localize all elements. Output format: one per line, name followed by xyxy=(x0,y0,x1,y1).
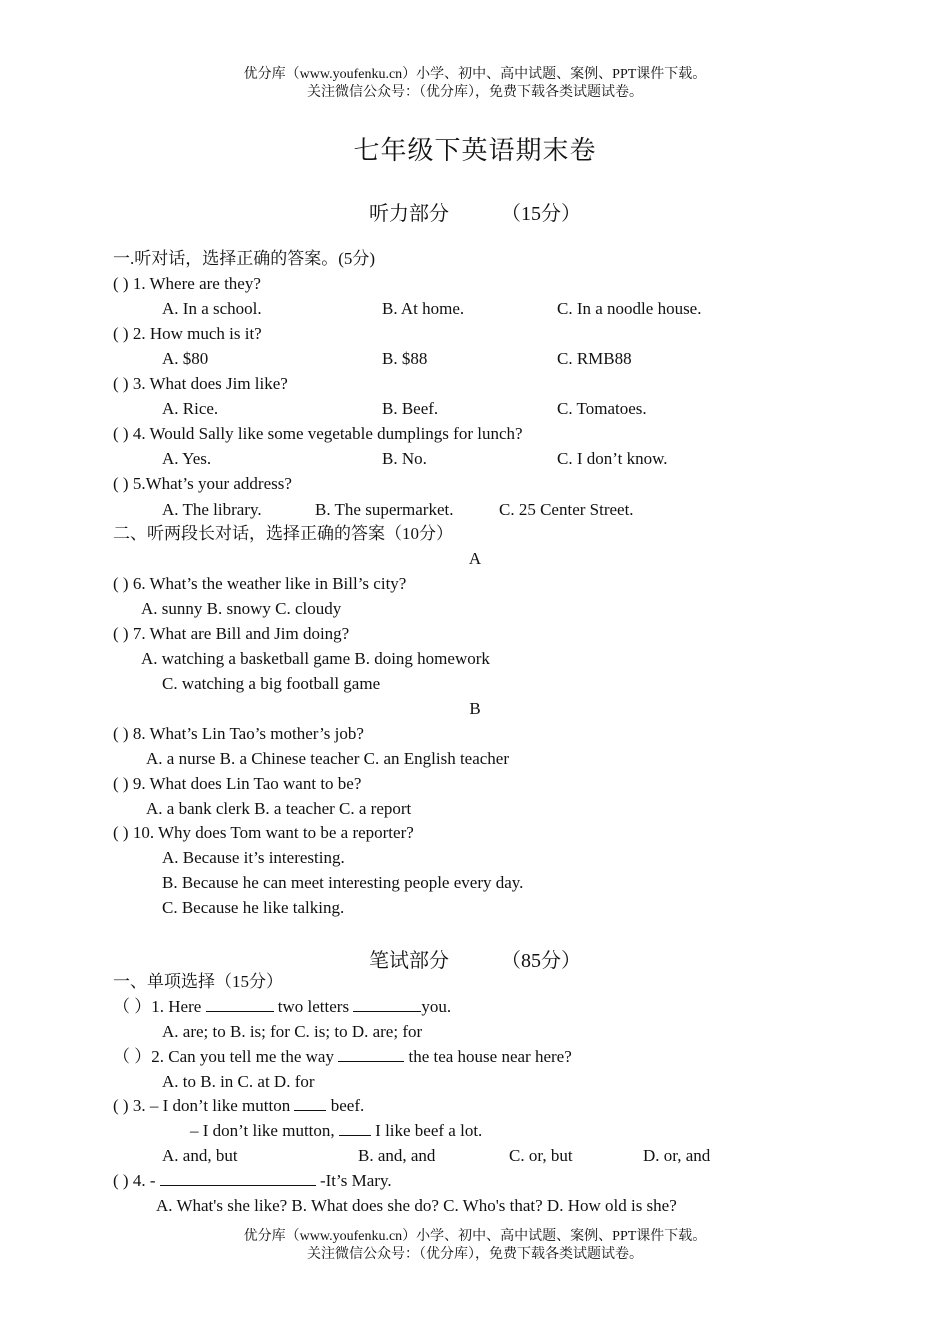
answer-blank[interactable] xyxy=(339,1121,371,1136)
question-1: ( ) 1. Where are they? xyxy=(113,274,261,293)
q2-option-a: A. $80 xyxy=(162,349,209,368)
written-q3-option-a: A. and, but xyxy=(162,1146,238,1165)
q4-option-a: A. Yes. xyxy=(162,449,212,468)
written-points: （85分） xyxy=(501,950,581,972)
q10-option-b: B. Because he can meet interesting people every day. xyxy=(162,873,524,892)
q5-option-a: A. The library. xyxy=(162,500,262,519)
footer-line-1: 优分库（www.youfenku.cn）小学、初中、高中试题、案例、PPT课件下载。 xyxy=(243,1229,707,1244)
question-10: ( ) 10. Why does Tom want to be a reporter? xyxy=(113,823,414,842)
q9-options: A. a bank clerk B. a teacher C. a report xyxy=(146,799,412,818)
written-question-4: ( ) 4. - -It’s Mary. xyxy=(113,1171,392,1190)
listening-heading xyxy=(0,197,950,226)
dialogue-label-b: B xyxy=(469,699,481,718)
q1-option-b: B. At home. xyxy=(382,299,465,318)
written-q3-option-c: C. or, but xyxy=(509,1146,573,1165)
written-part1-heading: 一、单项选择（15分） xyxy=(113,972,283,991)
q5-option-c: C. 25 Center Street. xyxy=(499,500,634,519)
written-question-3-reply: – I don’t like mutton, I like beef a lot. xyxy=(190,1121,483,1140)
written-title: 笔试部分 xyxy=(369,950,449,972)
written-q1-options: A. are; to B. is; for C. is; to D. are; for xyxy=(162,1022,423,1041)
q2-option-c: C. RMB88 xyxy=(557,349,632,368)
listening-title: 听力部分 xyxy=(369,203,449,225)
question-6: ( ) 6. What’s the weather like in Bill’s city? xyxy=(113,574,407,593)
page-footer xyxy=(0,1228,950,1264)
written-question-1: （ ）1. Here two letters you. xyxy=(113,997,452,1016)
page-header xyxy=(0,66,950,102)
listening-part1-heading: 一.听对话，选择正确的答案。(5分) xyxy=(113,249,376,268)
q5-option-b: B. The supermarket. xyxy=(315,500,454,519)
q3-option-b: B. Beef. xyxy=(382,399,439,418)
question-7: ( ) 7. What are Bill and Jim doing? xyxy=(113,624,350,643)
q3-option-c: C. Tomatoes. xyxy=(557,399,647,418)
q6-options: A. sunny B. snowy C. cloudy xyxy=(141,599,342,618)
question-9: ( ) 9. What does Lin Tao want to be? xyxy=(113,774,362,793)
header-line-2: 关注微信公众号：（优分库），免费下载各类试题试卷。 xyxy=(307,85,643,100)
answer-blank[interactable] xyxy=(206,997,274,1012)
question-2: ( ) 2. How much is it? xyxy=(113,324,262,343)
q3-option-a: A. Rice. xyxy=(162,399,219,418)
written-question-2: （ ）2. Can you tell me the way the tea house near here? xyxy=(113,1047,572,1066)
exam-title: 七年级下英语期末卷 xyxy=(353,136,597,165)
q10-option-c: C. Because he like talking. xyxy=(162,898,345,917)
written-question-3: ( ) 3. – I don’t like mutton beef. xyxy=(113,1096,365,1115)
question-3: ( ) 3. What does Jim like? xyxy=(113,374,288,393)
q7-options-ab: A. watching a basketball game B. doing homework xyxy=(141,649,490,668)
q4-option-b: B. No. xyxy=(382,449,427,468)
written-q2-options: A. to B. in C. at D. for xyxy=(162,1072,315,1091)
answer-blank[interactable] xyxy=(353,997,421,1012)
q1-option-a: A. In a school. xyxy=(162,299,262,318)
answer-blank[interactable] xyxy=(160,1171,316,1186)
header-line-1: 优分库（www.youfenku.cn）小学、初中、高中试题、案例、PPT课件下载。 xyxy=(243,67,707,82)
written-heading xyxy=(0,944,950,973)
written-q3-option-d: D. or, and xyxy=(643,1146,711,1165)
question-5: ( ) 5.What’s your address? xyxy=(113,474,292,493)
dialogue-label-a: A xyxy=(468,549,482,568)
answer-blank[interactable] xyxy=(294,1096,326,1111)
written-q3-option-b: B. and, and xyxy=(358,1146,436,1165)
question-4: ( ) 4. Would Sally like some vegetable dumplings for lunch? xyxy=(113,424,523,443)
q8-options: A. a nurse B. a Chinese teacher C. an English teacher xyxy=(146,749,510,768)
q7-option-c: C. watching a big football game xyxy=(162,674,381,693)
q4-option-c: C. I don’t know. xyxy=(557,449,668,468)
q1-option-c: C. In a noodle house. xyxy=(557,299,702,318)
listening-part2-heading: 二、听两段长对话，选择正确的答案（10分） xyxy=(113,524,453,543)
question-8: ( ) 8. What’s Lin Tao’s mother’s job? xyxy=(113,724,364,743)
written-q4-options: A. What's she like? B. What does she do? C. Who's that? D. How old is she? xyxy=(156,1196,677,1215)
q2-option-b: B. $88 xyxy=(382,349,428,368)
listening-points: （15分） xyxy=(501,203,581,225)
q10-option-a: A. Because it’s interesting. xyxy=(162,848,345,867)
footer-line-2: 关注微信公众号：（优分库），免费下载各类试题试卷。 xyxy=(307,1247,643,1262)
answer-blank[interactable] xyxy=(338,1047,404,1062)
